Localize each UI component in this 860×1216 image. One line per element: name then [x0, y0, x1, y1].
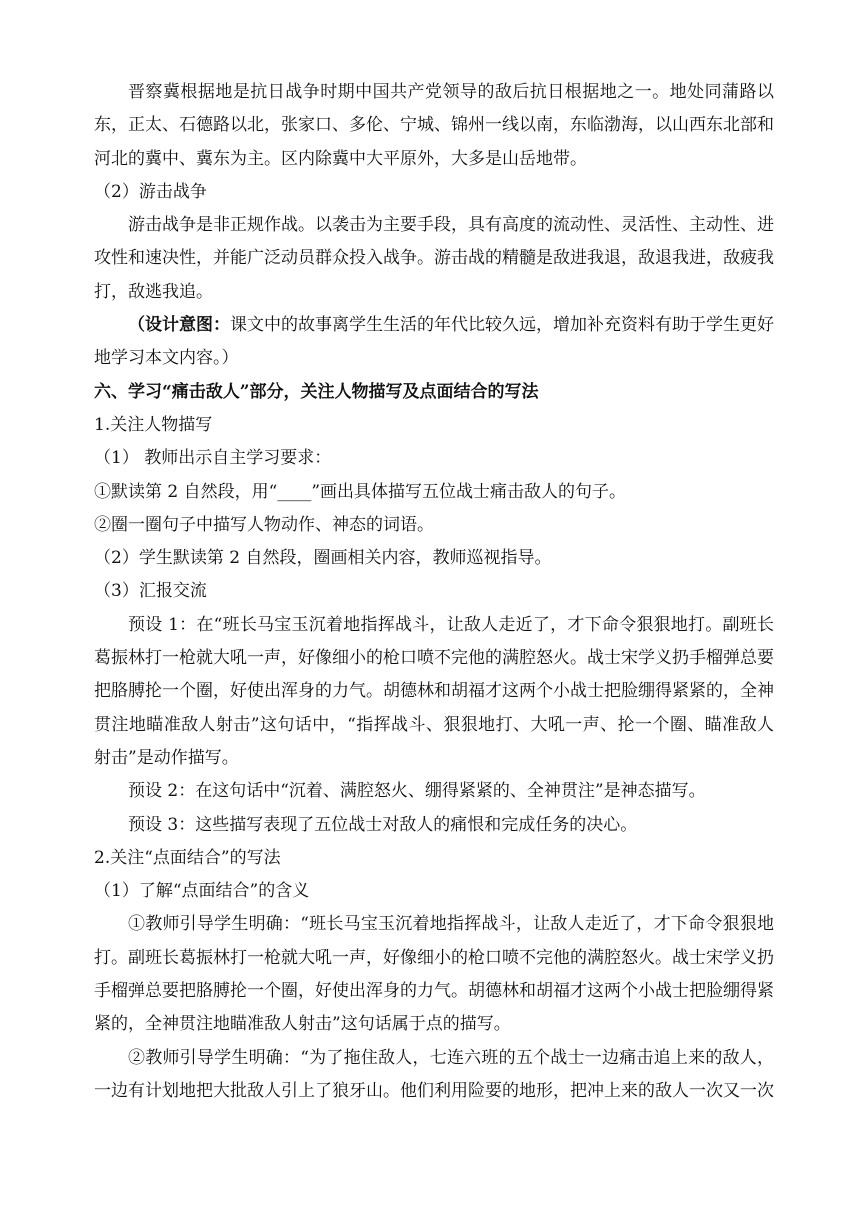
surface-description-paragraph: ②教师引导学生明确：“为了拖住敌人，七连六班的五个战士一边痛击追上来的敌人，一边有计划地把大批敌人引上了狼牙山。他们利用险要的地形，把冲上来的敌人一次又一次	[94, 1047, 774, 1101]
paragraph-base-area: 晋察冀根据地是抗日战争时期中国共产党领导的敌后抗日根据地之一。地处同蒲路以东，正太、石德路以北，张家口、多伦、宁城、锦州一线以南，东临渤海，以山西东北部和河北的冀中、冀东为主。区内除冀中大平原外，大多是山岳地带。	[94, 82, 774, 169]
step-report-exchange: （3）汇报交流	[94, 581, 207, 602]
design-intent-label: （设计意图：	[128, 315, 230, 336]
step-teacher-requirements: （1） 教师出示自主学习要求：	[94, 448, 332, 469]
preset-two: 预设 2：在这句话中“沉着、满腔怒火、绷得紧紧的、全神贯注”是神态描写。	[128, 781, 706, 802]
document-body	[94, 76, 774, 1108]
paragraph-design-intent	[94, 309, 774, 376]
section-heading-six: 六、学习“痛击敌人”部分，关注人物描写及点面结合的写法	[94, 381, 539, 402]
requirement-one: ①默读第 2 自然段，用“____”画出具体描写五位战士痛击敌人的句子。	[94, 481, 627, 502]
subheading-point-surface: 2.关注“点面结合”的写法	[94, 847, 281, 868]
subheading-guerrilla-war: （2）游击战争	[94, 181, 207, 202]
step-understand-meaning: （1）了解“点面结合”的含义	[94, 881, 310, 902]
paragraph-guerrilla-war: 游击战争是非正规作战。以袭击为主要手段，具有高度的流动性、灵活性、主动性、进攻性和速决性，并能广泛动员群众投入战争。游击战的精髓是敌进我退，敌退我进，敌疲我打，敌逃我追。	[94, 215, 774, 302]
point-description-paragraph: ①教师引导学生明确：“班长马宝玉沉着地指挥战斗，让敌人走近了，才下命令狠狠地打。副班长葛振林打一枪就大吼一声，好像细小的枪口喷不完他的满腔怒火。战士宋学义扔手榴弹总要把胳膊抡一个圈，好使出浑身的力气。胡德林和胡福才这两个小战士把脸绷得紧紧的，全神贯注地瞄准敌人射击”这句话属于点的描写。	[94, 914, 774, 1035]
step-silent-reading: （2）学生默读第 2 自然段，圈画相关内容，教师巡视指导。	[94, 548, 552, 569]
requirement-two: ②圈一圈句子中描写人物动作、神态的词语。	[94, 514, 434, 535]
preset-three: 预设 3：这些描写表现了五位战士对敌人的痛恨和完成任务的决心。	[128, 814, 638, 835]
preset-one: 预设 1：在“班长马宝玉沉着地指挥战斗，让敌人走近了，才下命令狠狠地打。副班长葛振林打一枪就大吼一声，好像细小的枪口喷不完他的满腔怒火。战士宋学义扔手榴弹总要把胳膊抡一个圈，好使出浑身的力气。胡德林和胡福才这两个小战士把脸绷得紧紧的，全神贯注地瞄准敌人射击”这句话中，“指挥战斗、狠狠地打、大吼一声、抡一个圈、瞄准敌人射击”是动作描写。	[94, 614, 774, 768]
design-intent-text: 课文中的故事离学生生活的年代比较久远，增加补充资料有助于学生更好地学习本文内容。）	[94, 315, 774, 369]
subheading-character-description: 1.关注人物描写	[94, 414, 213, 435]
